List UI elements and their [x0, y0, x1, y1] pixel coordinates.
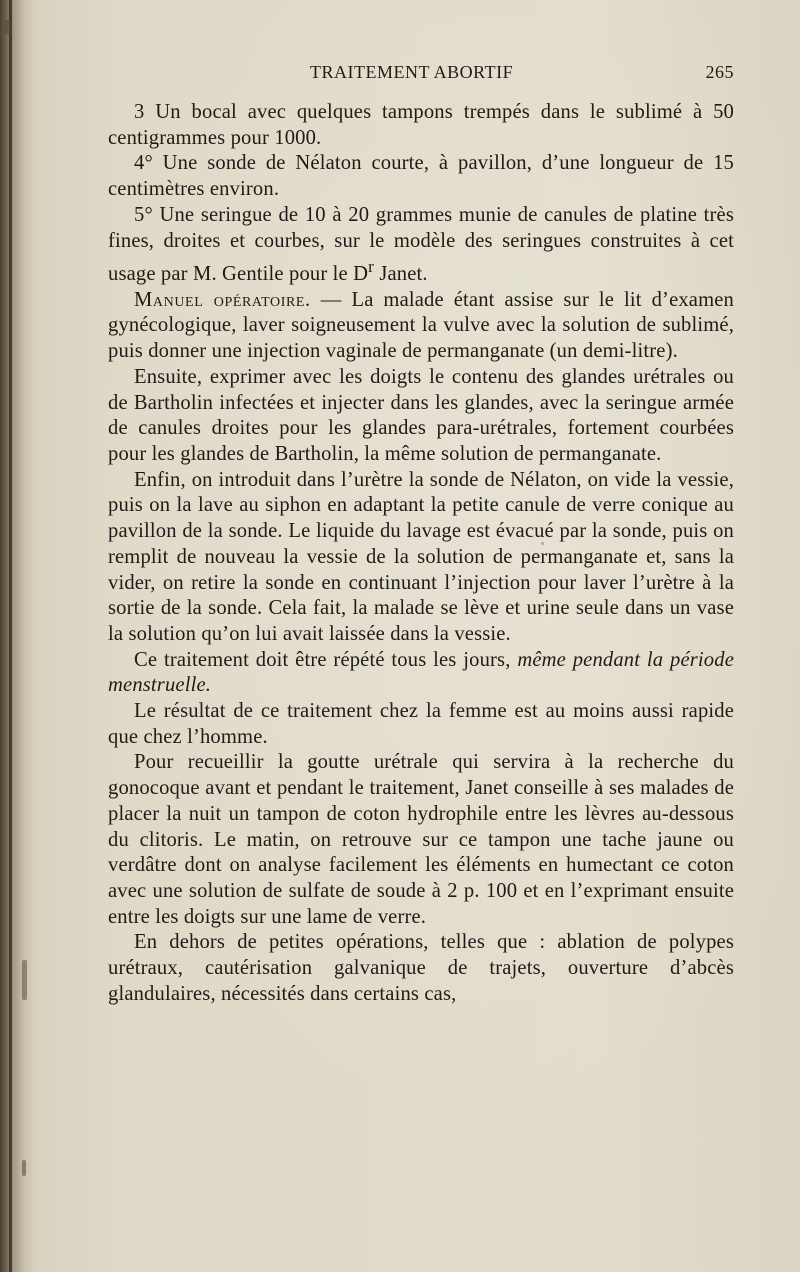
binding-edge — [9, 0, 12, 1272]
page-number: 265 — [705, 62, 734, 82]
paper-speck — [4, 20, 10, 34]
paragraph-item-4: 4° Une sonde de Nélaton courte, à pavillon, d’une longueur de 15 centimètres environ. — [108, 152, 734, 201]
paragraph-manuel-operatoire — [108, 288, 734, 365]
traitement-repete-text: Ce traitement doit être répété tous les jours, — [134, 648, 518, 671]
manuel-operatoire-text: — La malade étant assise sur le lit d’examen gynécologique, laver soigneusement la vulve avec la solution de sublimé, puis donner une injection vaginale de permanganate (un demi-litre). — [108, 288, 734, 363]
running-title: TRAITEMENT ABORTIF — [310, 62, 514, 82]
book-spine-shadow — [0, 0, 34, 1272]
traitement-repete-italic: même pendant la période menstruelle. — [108, 648, 734, 697]
paragraph-enfin: Enfin, on introduit dans l’urètre la sonde de Nélaton, on vide la vessie, puis on la lave au siphon en adaptant la petite canule de verre conique au pavillon de la sonde. Le liquide du lavage est évacué par la sonde, puis on remplit de nouveau la vessie de la solution de permanganate et, sans la vider, on retire la sonde en continuant l’injection pour laver l’urètre à la sortie de la sonde. Cela fait, la malade se lève et urine seule dans un vase la solution qu’on lui avait laissée dans la vessie. — [108, 468, 734, 645]
paragraph-goutte-uretrale: Pour recueillir la goutte urétrale qui servira à la recherche du gonocoque avant et pendant le traitement, Janet conseille à ses malades de placer la nuit un tampon de coton hydrophile entre les lèvres au-dessous du clitoris. Le matin, on retrouve sur ce tampon une tache jaune ou verdâtre dont on analyse facilement les éléments en humectant ce coton avec une solution de sulfate de soude à 2 p. 100 et en l’exprimant ensuite entre les doigts sur une lame de verre. — [108, 751, 734, 928]
paragraph-ensuite: Ensuite, exprimer avec les doigts le contenu des glandes urétrales ou de Bartholin infectées et injecter dans les glandes, avec la seringue armée de canules droites pour les glandes para-urétrales, fortement courbées pour les glandes de Bartholin, la même solution de permanganate. — [108, 365, 734, 465]
paper-speck — [22, 1160, 26, 1176]
paper-speck — [22, 960, 27, 1000]
paper-speck — [702, 790, 704, 792]
item-5-end: Janet. — [374, 263, 428, 286]
body-text — [108, 100, 734, 1007]
doctor-abbrev-superscript: r — [368, 257, 375, 277]
running-header — [108, 60, 734, 88]
paragraph-petites-operations: En dehors de petites opérations, telles que : ablation de polypes urétraux, cautérisation galvanique de trajets, ouverture d’abcès glandulaires, nécessités dans certains cas, — [108, 931, 734, 1005]
paragraph-item-5 — [108, 203, 734, 288]
paper-speck — [541, 542, 544, 545]
item-5-text: 5° Une seringue de 10 à 20 grammes munie de canules de platine très fines, droites et courbes, sur le modèle des seringues construites à cet usage par M. Gentile pour le D — [108, 203, 734, 286]
section-heading-manuel-operatoire: Manuel opératoire. — [134, 288, 311, 311]
paragraph-item-3: 3 Un bocal avec quelques tampons trempés dans le sublimé à 50 centigrammes pour 1000. — [108, 101, 734, 149]
paragraph-resultat: Le résultat de ce traitement chez la femme est au moins aussi rapide que chez l’homme. — [108, 700, 734, 748]
paragraph-traitement-repete — [108, 648, 734, 699]
